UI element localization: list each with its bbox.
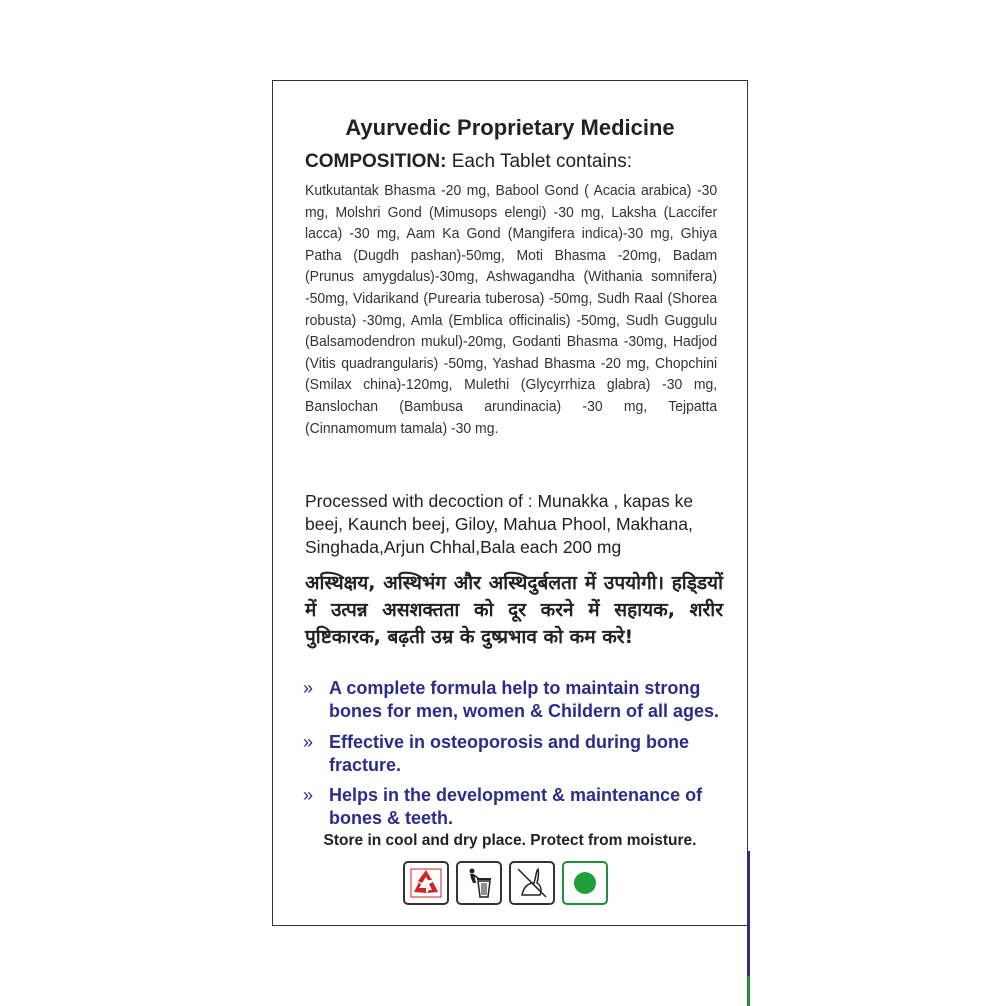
bullet-marker: » bbox=[303, 678, 314, 698]
bullet-text: A complete formula help to maintain strong bones for men, women & Childern of all ages. bbox=[329, 678, 720, 721]
recycle-icon bbox=[403, 861, 449, 905]
bullet-marker: » bbox=[303, 785, 314, 805]
label-edge-green bbox=[747, 976, 750, 1006]
product-label bbox=[272, 80, 748, 926]
no-animal-testing-icon bbox=[509, 861, 555, 905]
bullet-item bbox=[303, 731, 703, 777]
bullet-text: Helps in the development & maintenance of bones & teeth. bbox=[329, 785, 703, 828]
composition-heading bbox=[305, 151, 632, 173]
hindi-description: अस्थिक्षय, अस्थिभंग और अस्थिदुर्बलता में उपयोगी। हडि्डयों में उत्पन्न असशक्तता को दूर करने में सहायक, शरीर पुष्टिकारक, बढ़ती उम्र के दुष्प्रभाव को कम करे! bbox=[305, 572, 723, 648]
bullet-item bbox=[303, 784, 733, 830]
symbol-row bbox=[403, 861, 608, 905]
bullet-marker: » bbox=[303, 732, 314, 752]
composition-label: COMPOSITION: bbox=[305, 151, 447, 172]
label-title: Ayurvedic Proprietary Medicine bbox=[345, 115, 675, 140]
label-edge-blue bbox=[747, 851, 750, 976]
bullet-item bbox=[303, 677, 723, 723]
bullet-text: Effective in osteoporosis and during bone fracture. bbox=[329, 732, 690, 775]
composition-subheading: Each Tablet contains: bbox=[451, 151, 633, 172]
processed-with-text: Processed with decoction of : Munakka , kapas ke beej, Kaunch beej, Giloy, Mahua Phool, Makhana, Singhada,Arjun Chhal,Bala each 200 mg bbox=[305, 491, 694, 557]
storage-instructions: Store in cool and dry place. Protect from moisture. bbox=[323, 832, 697, 849]
dispose-in-bin-icon bbox=[456, 861, 502, 905]
vegetarian-mark-icon bbox=[562, 861, 608, 905]
ingredients-list: Kutkutantak Bhasma -20 mg, Babool Gond ( Acacia arabica) -30 mg, Molshri Gond (Mimusops elengi) -30 mg, Laksha (Laccifer lacca) -30 mg, Aam Ka Gond (Mangifera indica)-30 mg, Ghiya Patha (Dugdh pashan)-50mg, Moti Bhasma -20mg, Badam (Prunus amygdalus)-30mg, Ashwagandha (Withania somnifera) -50mg, Vidarikand (Purearia tuberosa) -50mg, Sudh Raal (Shorea robusta) -30mg, Amla (Emblica officinalis) -50mg, Sudh Guggulu (Balsamodendron mukul)-20mg, Godanti Bhasma -30mg, Hadjod (Vitis quadrangularis) -50mg, Yashad Bhasma -20 mg, Chopchini (Smilax china)-120mg, Mulethi (Glycyrrhiza glabra) -30 mg, Banslochan (Bambusa arundinacia) -30 mg, Tejpatta (Cinnamomum tamala) -30 mg. bbox=[305, 182, 718, 437]
vegetarian-dot bbox=[574, 872, 596, 894]
